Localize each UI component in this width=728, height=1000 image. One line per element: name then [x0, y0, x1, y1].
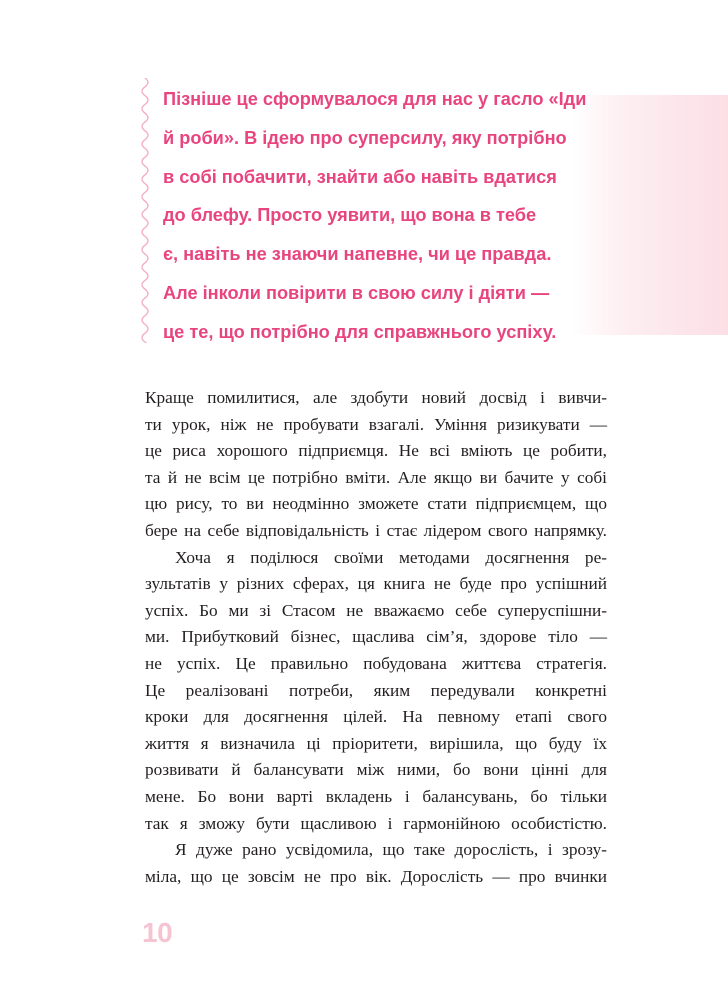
- quote-line: до блефу. Просто уявити, що вона в тебе: [163, 205, 537, 226]
- page-number: 10: [142, 917, 173, 948]
- body-line: зультатів у різних сферах, ця книга не буде про успішний: [145, 574, 607, 594]
- body-line: Це реалізовані потреби, яким передували конкретні: [145, 680, 607, 700]
- body-line: Хоча я поділюся своїми методами досягнення ре-: [175, 547, 607, 567]
- body-line: бере на себе відповідальність і стає лідером свого напрямку.: [145, 520, 607, 540]
- body-line: та й не всім це потрібно вміти. Але якщо ви бачите у собі: [145, 467, 607, 487]
- body-line: кроки для досягнення цілей. На певному етапі свого: [145, 707, 607, 727]
- body-line: Краще помилитися, але здобути новий досвід і вивчи-: [145, 388, 607, 407]
- body-line: ти урок, ніж не пробувати взагалі. Уміння ризикувати —: [145, 414, 607, 434]
- body-line: цю рису, то ви неодмінно зможете стати підприємцем, що: [145, 494, 607, 514]
- body-line: міла, що це зовсім не про вік. Дорослість — про вчинки: [145, 866, 607, 886]
- body-line: життя я визначила ці пріоритети, вирішила, що буду їх: [145, 733, 607, 753]
- body-line: мене. Бо вони варті вкладень і балансувань, бо тільки: [145, 786, 607, 806]
- body-text: [145, 385, 607, 890]
- quote-line: Пізніше це сформувалося для нас у гасло «Іди: [163, 89, 587, 109]
- body-line: розвивати й балансувати між ними, бо вони цінні для: [145, 760, 607, 780]
- quote-line: є, навіть не знаючи напевне, чи це правда.: [163, 244, 552, 265]
- body-line: успіх. Бо ми зі Стасом не вважаємо себе суперуспішни-: [145, 600, 607, 620]
- decorative-wavy-line: [138, 78, 152, 343]
- body-line: це риса хорошого підприємця. Не всі вміють це робити,: [145, 441, 607, 461]
- body-line: ми. Прибутковий бізнес, щаслива сім’я, здорове тіло —: [145, 627, 607, 647]
- quote-line: в собі побачити, знайти або навіть вдатися: [163, 166, 557, 187]
- body-line: Я дуже рано усвідомила, що таке дорослість, і зрозу-: [175, 840, 607, 860]
- quote-line: це те, що потрібно для справжнього успіху.: [163, 321, 557, 342]
- pull-quote: [163, 80, 603, 352]
- quote-line: й роби». В ідею про суперсилу, яку потрібно: [163, 127, 567, 148]
- body-line: так я зможу бути щасливою і гармонійною особистістю.: [145, 813, 607, 833]
- quote-line: Але інколи повірити в свою силу і діяти —: [163, 282, 550, 303]
- body-line: не успіх. Це правильно побудована життєва стратегія.: [145, 653, 607, 673]
